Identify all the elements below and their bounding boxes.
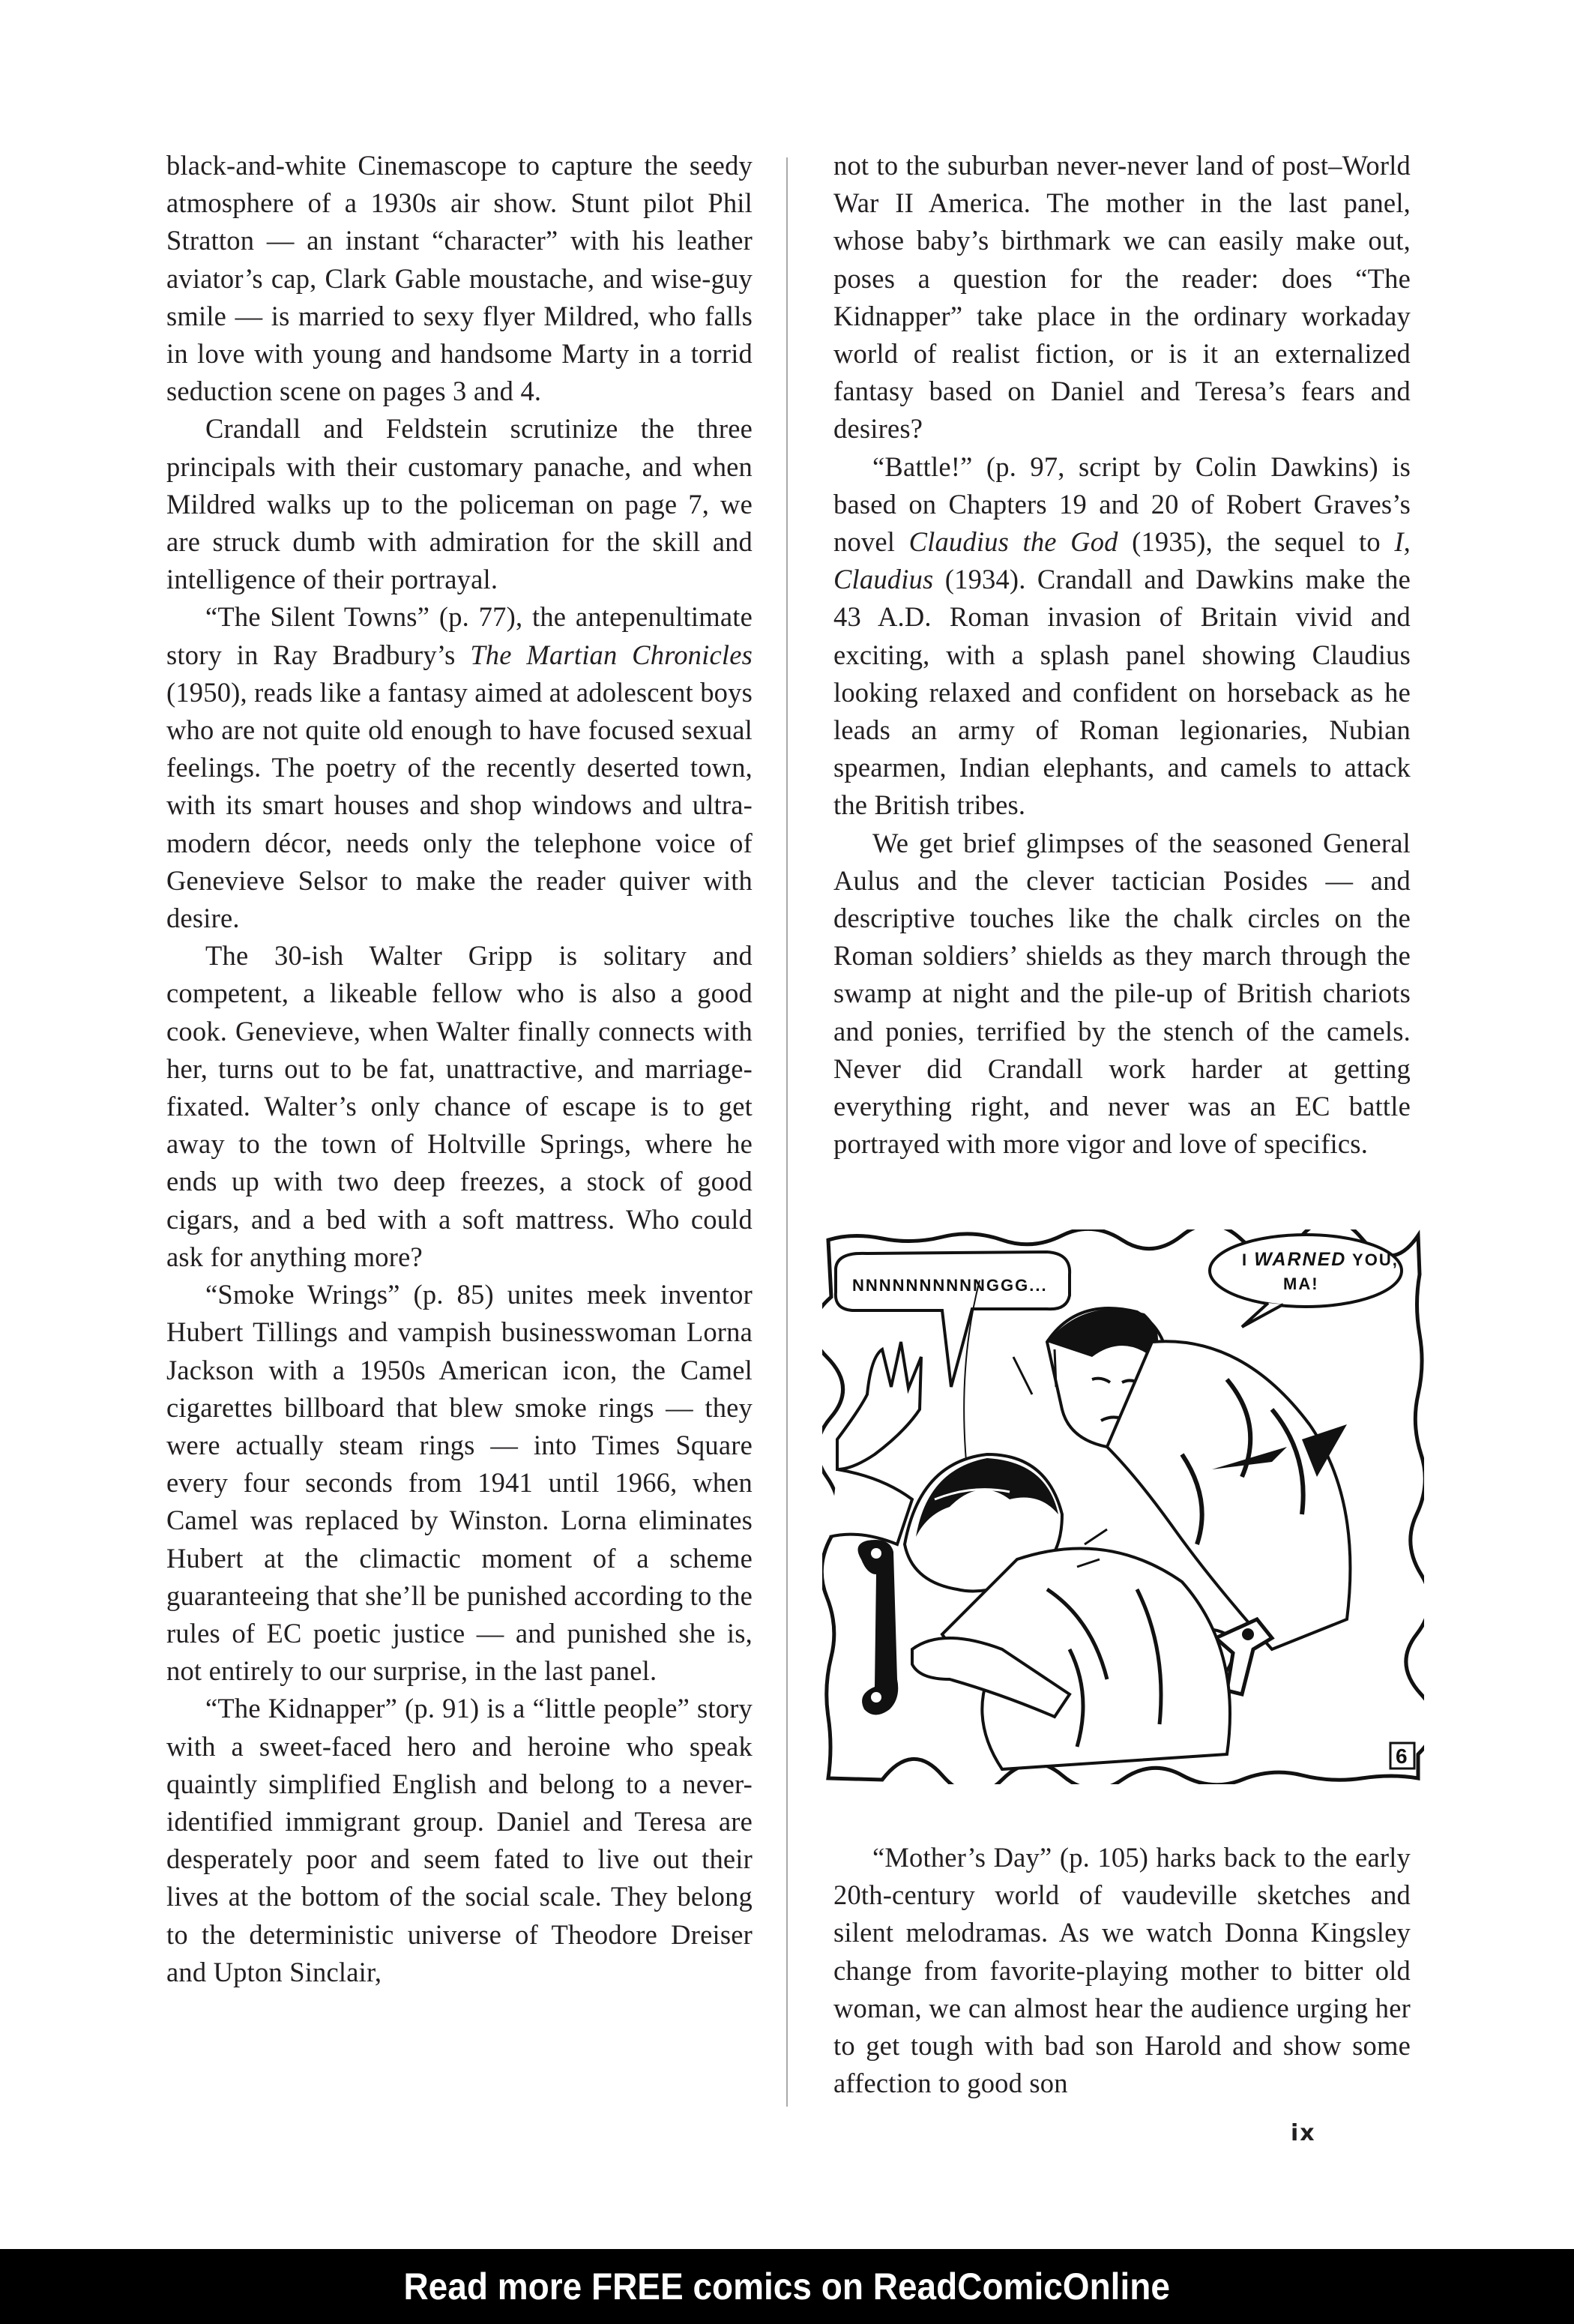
silent-towns-text-a: “The Silent Towns” (p. 77), the antepenultimate story in Ray Bradbury’s [166, 601, 753, 670]
speech-bubble-man [1210, 1235, 1402, 1307]
right-text-column [833, 147, 1411, 1163]
comic-panel-illustration [822, 1229, 1424, 1784]
paragraph-air-show-continued: black-and-white Cinemascope to capture the seedy atmosphere of a 1930s air show. Stunt pilot Phil Stratton — an instant “character” with his leather aviator’s cap, Clark Gable moustache, and wise-guy smile — is married to sexy flyer Mildred, who falls in love with young and handsome Marty in a torrid seduction scene on pages 3 and 4. [166, 150, 753, 407]
book-title-claudius-the-god: Claudius the God [908, 526, 1118, 558]
battle-text-b: (1935), the sequel to [1118, 526, 1395, 558]
right-text-column-after-panel [833, 1839, 1411, 2102]
page-number: ix [1291, 2120, 1316, 2146]
paragraph-kidnapper-continued: not to the suburban never-never land of post–World War II America. The mother in the last panel, whose baby’s birthmark we can easily make out, poses a question for the reader: does “The Kidnapper” take place in the ordinary workaday world of realist fiction, or is it an externalized fantasy based on Daniel and Teresa’s fears and desires? [833, 150, 1411, 445]
paragraph-battle [833, 448, 1411, 825]
comic-panel-artwork [822, 1229, 1424, 1784]
book-title-i-claudius: I, Claudius [833, 526, 1411, 595]
book-title-martian-chronicles: The Martian Chronicles [470, 639, 753, 670]
paragraph-mothers-day: “Mother’s Day” (p. 105) harks back to the early 20th-century world of vaudeville sketches and silent melodramas. As we watch Donna Kingsley change from favorite-playing mother to bitter old woman, we can almost hear the audience urging her to get tough with bad son Harold and show some affection to good son [833, 1842, 1411, 2099]
paragraph-smoke-wrings: “Smoke Wrings” (p. 85) unites meek inventor Hubert Tillings and vampish businesswoman Lorna Jackson with a 1950s American icon, the Camel cigarettes billboard that blew smoke rings — they were actually steam rings — into Times Square every four seconds from 1941 until 1966, when Camel was replaced by Winston. Lorna eliminates Hubert at the climactic moment of a scheme guaranteeing that she’ll be punished according to the rules of EC poetic justice — and punished she is, not entirely to our surprise, in the last panel. [166, 1279, 753, 1687]
left-text-column [166, 147, 753, 1991]
paragraph-silent-towns [166, 598, 753, 937]
battle-text-c: (1934). Crandall and Dawkins make the 43 A.D. Roman invasion of Britain vivid and exciting, with a splash panel showing Claudius looking relaxed and confident on horseback as he leads an army of Roman legionaries, Nubian spearmen, Indian elephants, and camels to attack the British tribes. [833, 564, 1411, 821]
paragraph-kidnapper: “The Kidnapper” (p. 91) is a “little people” story with a sweet-faced hero and heroine who speak quaintly simplified English and belong to a never-identified immigrant group. Daniel and Teresa are desperately poor and seem fated to live out their lives at the bottom of the social scale. They belong to the deterministic universe of Theodore Dreiser and Upton Sinclair, [166, 1693, 753, 1987]
silent-towns-text-b: (1950), reads like a fantasy aimed at adolescent boys who are not quite old enough to have focused sexual feelings. The poetry of the recently deserted town, with its smart houses and shop windows and ultra-modern décor, needs only the telephone voice of Genevieve Selsor to make the reader quiver with desire. [166, 676, 753, 934]
panel-number: 6 [1396, 1744, 1408, 1768]
paragraph-glimpses: We get brief glimpses of the seasoned General Aulus and the clever tactician Posides — and descriptive touches like the chalk circles on the Roman soldiers’ shields as they march through the swamp at night and the pile-up of British chariots and ponies, terrified by the stench of the camels. Never did Crandall work harder at getting everything right, and never was an EC battle portrayed with more vigor and love of specifics. [833, 827, 1411, 1160]
bubble-text-man-line1: I WARNED YOU, [1242, 1249, 1399, 1270]
battle-text-a: “Battle!” (p. 97, script by Colin Dawkins) is based on Chapters 19 and 20 of Robert Graves’s novel [833, 451, 1411, 558]
bubble-text-woman: NNNNNNNNNNGGG... [852, 1276, 1048, 1295]
column-divider [786, 157, 788, 2107]
footer-banner[interactable] [0, 2249, 1574, 2324]
paragraph-walter-gripp: The 30-ish Walter Gripp is solitary and competent, a likeable fellow who is also a good cook. Genevieve, when Walter finally connects with her, turns out to be fat, unattractive, and marriage-fixated. Walter’s only chance of escape is to get away to the town of Holtville Springs, where he ends up with two deep freezes, a stock of good cigars, and a bed with a soft mattress. Who could ask for anything more? [166, 940, 753, 1272]
footer-banner-text[interactable]: Read more FREE comics on ReadComicOnline [403, 2266, 1171, 2308]
paragraph-crandall-feldstein: Crandall and Feldstein scrutinize the three principals with their customary panache, and when Mildred walks up to the policeman on page 7, we are struck dumb with admiration for the skill and intelligence of their portrayal. [166, 413, 753, 595]
bubble-text-man-line2: MA! [1283, 1274, 1319, 1293]
